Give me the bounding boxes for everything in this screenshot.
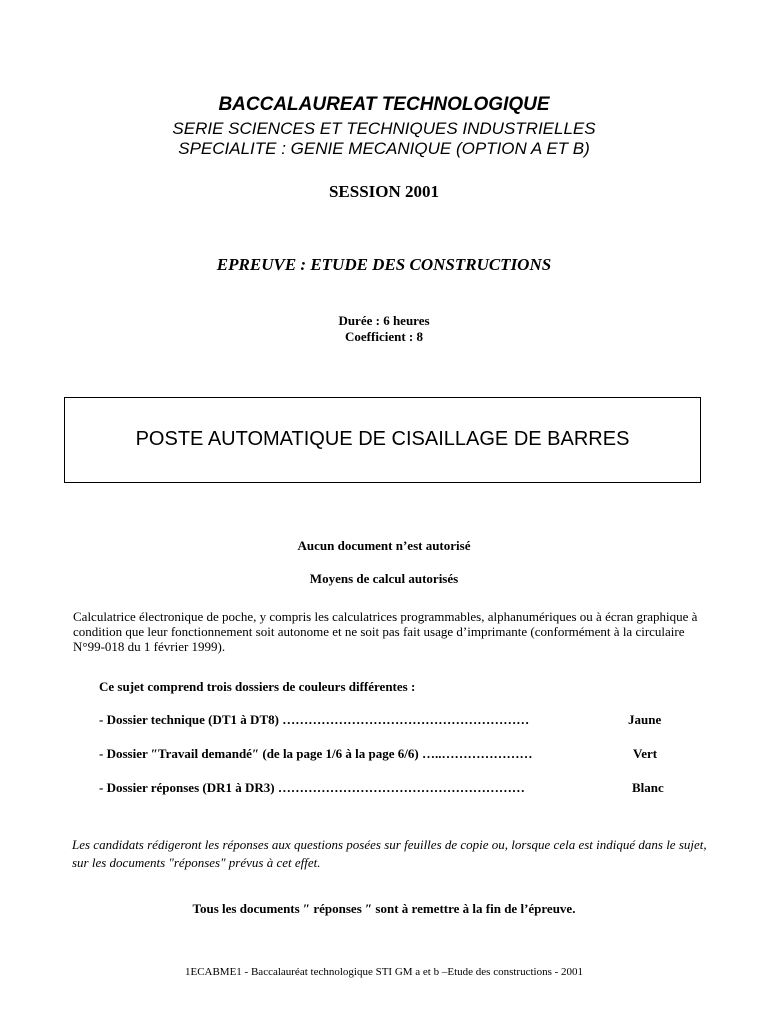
page-footer: 1ECABME1 - Baccalauréat technologique STI GM a et b –Etude des constructions - 2001	[184, 966, 584, 978]
no-documents-notice: Aucun document n’est autorisé	[297, 538, 471, 553]
subject-title-box	[64, 397, 701, 483]
dossier-row-technique	[99, 712, 679, 730]
coefficient-label: Coefficient : 8	[345, 329, 423, 344]
dossier-label: - Dossier ″Travail demandé″ (de la page 1/6 à la page 6/6) …..…………………	[99, 746, 533, 761]
candidates-instructions: Les candidats rédigeront les réponses aux questions posées sur feuilles de copie ou, lorsque cela est indiqué dans le sujet, sur les documents "réponses" prévus à cet effet.	[72, 837, 707, 870]
epreuve-label: EPREUVE : ETUDE DES CONSTRUCTIONS	[216, 255, 552, 274]
return-documents-notice: Tous les documents ″ réponses ″ sont à remettre à la fin de l’épreuve.	[192, 901, 576, 916]
duree-label: Durée : 6 heures	[338, 313, 430, 328]
dossiers-intro: Ce sujet comprend trois dossiers de couleurs différentes :	[99, 679, 416, 694]
dossier-row-reponses	[99, 780, 679, 798]
calculation-means-heading: Moyens de calcul autorisés	[309, 571, 459, 586]
dossier-label: - Dossier réponses (DR1 à DR3) …………………………………………………	[99, 780, 525, 795]
exam-serie: SERIE SCIENCES ET TECHNIQUES INDUSTRIELLES	[172, 119, 596, 138]
dossier-color: Vert	[633, 746, 658, 761]
subject-title: POSTE AUTOMATIQUE DE CISAILLAGE DE BARRES	[135, 428, 630, 450]
calculator-rules-paragraph: Calculatrice électronique de poche, y compris les calculatrices programmables, alphanumériques ou à écran graphique à condition que leur fonctionnement soit autonome et ne soit pas fait usage d’imprimante (conformément à la circulaire N°99-018 du 1 février 1999).	[73, 609, 698, 654]
dossier-label: - Dossier technique (DT1 à DT8) …………………………………………………	[99, 712, 530, 727]
dossier-row-travail	[99, 746, 679, 764]
exam-specialite: SPECIALITE : GENIE MECANIQUE (OPTION A ET B)	[178, 139, 590, 158]
dossier-color: Jaune	[628, 712, 662, 727]
session-label: SESSION 2001	[328, 182, 440, 201]
exam-title: BACCALAUREAT TECHNOLOGIQUE	[218, 94, 550, 115]
dossier-color: Blanc	[632, 780, 664, 795]
